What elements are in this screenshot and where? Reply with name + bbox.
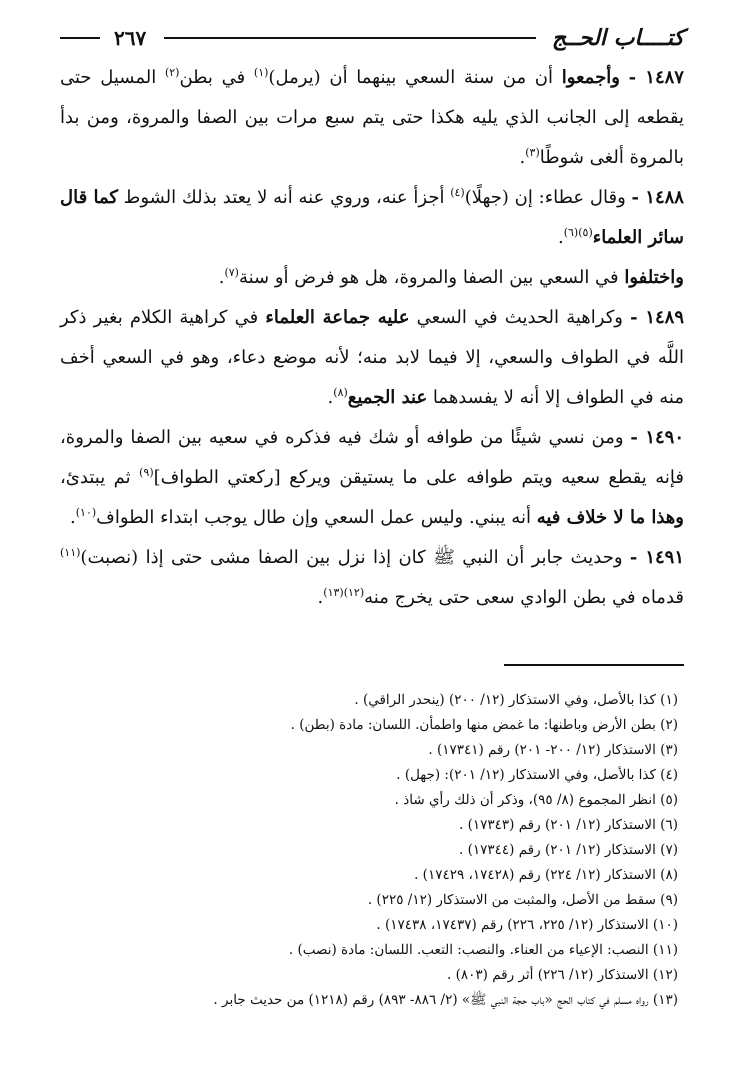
footnote-ref: (١) xyxy=(253,66,269,79)
footnote-ref: (٢) xyxy=(164,66,180,79)
footnote: (١٢) الاستذكار (١٢/ ٢٢٦) أثر رقم (٨٠٣) . xyxy=(447,967,678,983)
paragraph-number: ١٤٩٠ - xyxy=(630,427,684,448)
paragraph-number: ١٤٨٨ - xyxy=(631,187,684,208)
text-run: وقال عطاء: إن (جهلًا) xyxy=(464,187,632,208)
text-run: وكراهية الحديث في السعي xyxy=(409,307,631,328)
footnote: (٦) الاستذكار (١٢/ ٢٠١) رقم (١٧٣٤٣) . xyxy=(459,817,678,833)
bold-phrase: كما قال سائر العلماء xyxy=(60,187,684,248)
bold-phrase: عليه جماعة العلماء xyxy=(265,307,410,328)
paragraph-number: ١٤٩١ - xyxy=(629,547,684,568)
paragraph-number: ١٤٨٩ - xyxy=(630,307,684,328)
running-header xyxy=(60,18,684,58)
footnote-separator-wrap xyxy=(60,640,684,678)
text-run: قدماه في بطن الوادي سعى حتى يخرج منه xyxy=(364,587,684,608)
footnote-ref: (١٢)(١٣) xyxy=(323,586,365,599)
paragraph xyxy=(60,418,684,538)
bold-phrase: وهذا ما لا خلاف فيه xyxy=(536,507,684,528)
page-number: ٢٦٧ xyxy=(114,26,147,50)
text-run: . xyxy=(327,387,334,408)
footnote-ref: (٧) xyxy=(224,266,239,279)
footnote: (١٣) رواه مسلم في كتاب الحج «باب حجة النبي ﷺ» (٢/ ٨٨٦- ٨٩٣) رقم (١٢١٨) من حديث جابر . xyxy=(213,992,678,1008)
footnote-ref: (٥)(٦) xyxy=(563,226,593,239)
text-run: ومن نسي شيئًا من طوافه أو شك فيه فذكره في سعيه بين الصفا والمروة، فإنه يقطع سعيه ويتم طوافه على ما يستيقن ويركع [ركعتي الطواف] xyxy=(60,427,684,488)
footnote-ref: (٣) xyxy=(525,146,540,159)
paragraph-number: ١٤٨٧ - xyxy=(628,67,684,88)
text-run: . xyxy=(557,227,564,248)
bold-phrase: واختلفوا xyxy=(624,267,684,288)
text-run: . xyxy=(218,267,225,288)
footnote: (٩) سقط من الأصل، والمثبت من الاستذكار (١٢/ ٢٢٥) . xyxy=(367,892,678,908)
footnote: (٣) الاستذكار (١٢/ ٢٠٠- ٢٠١) رقم (١٧٣٤١) . xyxy=(428,742,678,758)
footnote: (٧) الاستذكار (١٢/ ٢٠١) رقم (١٧٣٤٤) . xyxy=(459,842,678,858)
footnote: (٥) انظر المجموع (٨/ ٩٥)، وذكر أن ذلك رأي شاذ . xyxy=(394,792,678,808)
bold-phrase: وأجمعوا xyxy=(561,67,620,88)
footnote: (٢) بطن الأرض وباطنها: ما غمض منها واطمأن. اللسان: مادة (بطن) . xyxy=(290,717,678,733)
paragraph xyxy=(60,538,684,618)
book-page xyxy=(60,18,684,1068)
header-rule xyxy=(164,37,536,39)
footnote-ref: (٤) xyxy=(450,186,465,199)
footnote-ref: (١١) xyxy=(60,546,81,559)
footnote-separator xyxy=(504,664,684,666)
text-run: . xyxy=(317,587,324,608)
text-run: في كراهية الكلام بغير ذكر اللَّه في الطواف والسعي، إلا فيما لابد منه؛ لأنه موضع دعاء، وهو في السعي أخف منه في الطواف إلا أنه لا يفسدهما xyxy=(60,307,684,408)
text-run: . xyxy=(70,507,76,528)
chapter-title: كتــــاب الحــج xyxy=(551,25,684,51)
text-run: أنه يبني. وليس عمل السعي وإن طال يوجب ابتداء الطواف xyxy=(96,507,537,528)
header-rule-short xyxy=(60,37,100,39)
footnote: (١) كذا بالأصل، وفي الاستذكار (١٢/ ٢٠٠) (ينحدر الراقي) . xyxy=(354,692,678,708)
bold-phrase: عند الجميع xyxy=(347,387,428,408)
text-run: أجزأ عنه، وروي عنه أنه لا يعتد بذلك الشوط xyxy=(117,187,451,208)
text-run: وحديث جابر أن النبي ﷺ كان إذا نزل بين الصفا مشى حتى إذا (نصبت) xyxy=(80,547,630,568)
footnote: (٤) كذا بالأصل، وفي الاستذكار (١٢/ ٢٠١): (جهل) . xyxy=(396,767,678,783)
text-run: . xyxy=(519,147,526,168)
text-run: في السعي بين الصفا والمروة، هل هو فرض أو سنة xyxy=(238,267,625,288)
paragraph xyxy=(60,298,684,418)
text-run: في بطن xyxy=(179,67,254,88)
footnote: (١٠) الاستذكار (١٢/ ٢٢٥، ٢٢٦) رقم (١٧٤٣٧، ١٧٤٣٨) . xyxy=(376,917,678,933)
paragraph xyxy=(60,258,684,298)
text-run xyxy=(620,67,629,88)
paragraph xyxy=(60,178,684,258)
text-run: ثم يبتدئ، xyxy=(60,467,140,488)
footnote: (١١) النصب: الإعياء من العناء. والنصب: التعب. اللسان: مادة (نصب) . xyxy=(288,942,678,958)
text-run: أن من سنة السعي بينهما أن (يرمل) xyxy=(268,67,562,88)
footnote-ref: (١٠) xyxy=(75,506,97,519)
paragraph xyxy=(60,58,684,178)
footnote-ref: (٩) xyxy=(139,466,154,479)
footnote: (٨) الاستذكار (١٢/ ٢٢٤) رقم (١٧٤٢٨، ١٧٤٢٩) . xyxy=(414,867,678,883)
main-text xyxy=(60,58,684,618)
footnote-ref: (٨) xyxy=(333,386,348,399)
text-run: المسيل حتى يقطعه إلى الجانب الذي يليه هكذا حتى يتم سبع مرات بين الصفا والمروة، ومن بدأ بالمروة ألغى شوطًا xyxy=(60,67,684,168)
footnotes xyxy=(60,688,684,1013)
